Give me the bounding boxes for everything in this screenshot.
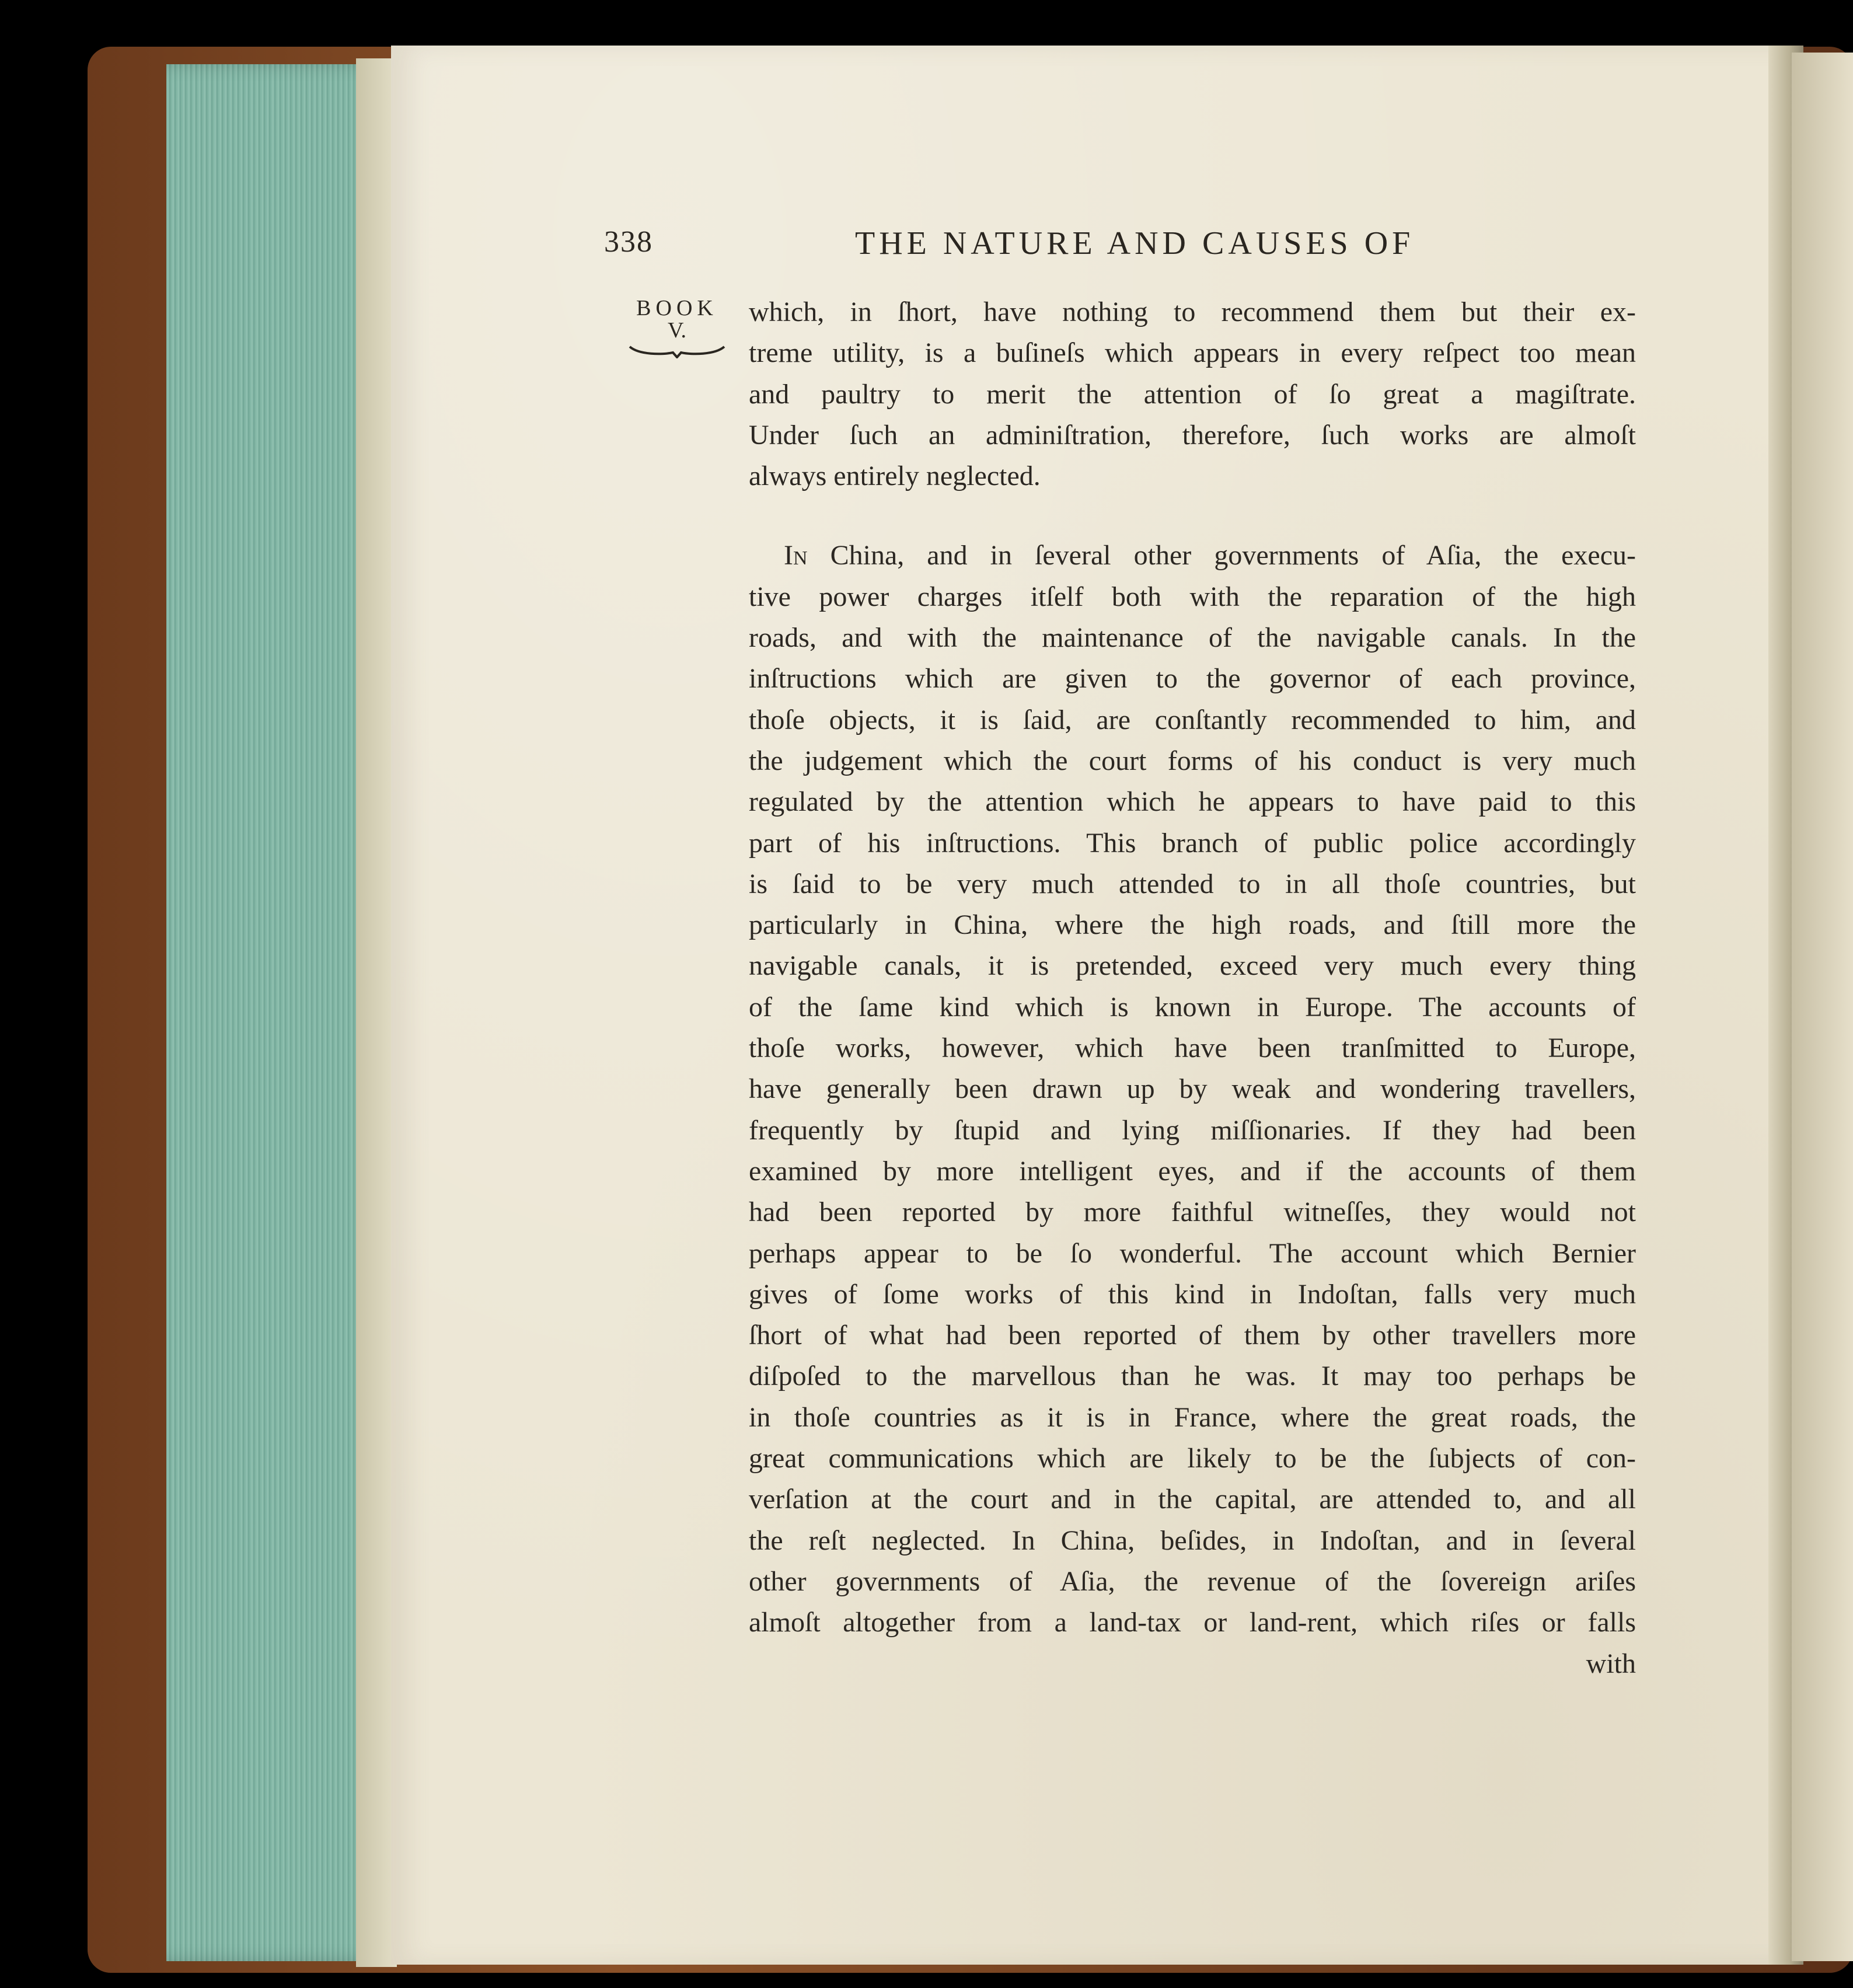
text-line: examined by more intelligent eyes, and if the accounts of them (749, 1155, 1636, 1187)
facing-page-edge (1792, 53, 1853, 1961)
small-caps-opening: In (784, 540, 808, 571)
text-line: perhaps appear to be ſo wonderful. The account which Bernier (749, 1237, 1636, 1269)
text-line: which, in ſhort, have nothing to recommend them but their ex- (749, 297, 1636, 327)
text-line: of the ſame kind which is known in Europe. The accounts of (749, 991, 1636, 1023)
text-line: regulated by the attention which he appears to have paid to this (749, 786, 1636, 818)
text-line: particularly in China, where the high roads, and ſtill more the (749, 909, 1636, 941)
text-line: had been reported by more faithful witneſſes, they would not (749, 1197, 1636, 1228)
book-label: BOOK (636, 296, 718, 320)
text-line: roads, and with the maintenance of the navigable canals. In the (749, 622, 1636, 654)
volume-label: V. (667, 318, 687, 343)
paragraph-gap (749, 497, 1636, 535)
text-line: thoſe objects, it is ſaid, are conſtantly recommended to him, and (749, 704, 1636, 735)
text-line: and paultry to merit the attention of ſo great a magiſtrate. (749, 378, 1636, 410)
text-line: diſpoſed to the marvellous than he was. It may too perhaps be (749, 1361, 1636, 1392)
brace-ornament (627, 342, 727, 358)
text-line: frequently by ſtupid and lying miſſionaries. If they had been (749, 1114, 1636, 1146)
page-header (604, 225, 1643, 266)
text-line: is ſaid to be very much attended to in all thoſe countries, but (749, 868, 1636, 899)
text-line: tive power charges itſelf both with the reparation of the high (749, 581, 1636, 612)
text-line: always entirely neglected. (749, 461, 1041, 492)
text-line: in thoſe countries as it is in France, where the great roads, the (749, 1401, 1636, 1433)
text-line: navigable canals, it is pretended, exceed very much every thing (749, 950, 1636, 982)
catchword: with (1586, 1648, 1636, 1679)
text-line: treme utility, is a buſineſs which appears in every reſpect too mean (749, 337, 1636, 369)
text-line: gives of ſome works of this kind in Indoſtan, falls very much (749, 1278, 1636, 1310)
page-number: 338 (604, 225, 653, 259)
margin-note (619, 297, 735, 358)
text-line: great communications which are likely to be the ſubjects of con- (749, 1443, 1636, 1474)
text-line: almoſt altogether from a land-tax or land-rent, which riſes or falls (749, 1607, 1636, 1638)
text-line: part of his inſtructions. This branch of public police accordingly (749, 827, 1636, 859)
body-text (749, 292, 1636, 1684)
text-line: the reſt neglected. In China, beſides, in Indoſtan, and in ſeveral (749, 1525, 1636, 1556)
text-line: thoſe works, however, which have been tranſmitted to Europe, (749, 1033, 1636, 1064)
text-line: the judgement which the court forms of his conduct is very much (749, 745, 1636, 776)
text-line: Under ſuch an adminiſtration, therefore, ſuch works are almoſt (749, 419, 1636, 451)
text-line: have generally been drawn up by weak and wondering travellers, (749, 1073, 1636, 1105)
text-line: verſation at the court and in the capital, are attended to, and all (749, 1484, 1636, 1515)
text-line: inſtructions which are given to the governor of each province, (749, 663, 1636, 695)
text-line: ſhort of what had been reported of them by other travellers more (749, 1320, 1636, 1351)
page-edges (166, 64, 388, 1961)
paragraph-opening-line (749, 535, 1636, 576)
running-head: THE NATURE AND CAUSES OF (855, 225, 1415, 261)
text-line: other governments of Aſia, the revenue of the ſovereign ariſes (749, 1565, 1636, 1597)
opening-line-text: China, and in ſeveral other governments of Aſia, the execu- (807, 540, 1636, 571)
